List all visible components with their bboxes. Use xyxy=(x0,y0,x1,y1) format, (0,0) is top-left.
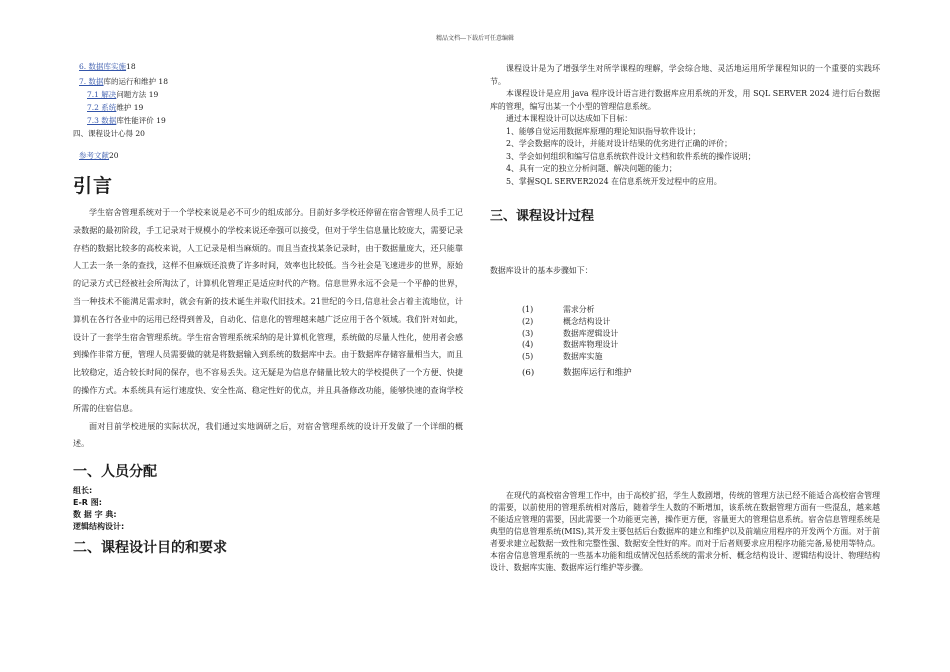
intro-paragraph: 学生宿舍管理系统对于一个学校来说是必不可少的组成部分。目前好多学校还停留在宿舍管理人员手工记录数据的最初阶段，手工记录对于规模小的学校来说还牵强可以接受，但对于学生信息量比较庞大，需要记录存档的数据比较多的高校来说，人工记录是相当麻烦的。而且当查找某条记录时，由于数据量庞大，还只能靠人工去一条一条的查找，这样不但麻烦还浪费了许多时间，效率也比较低。当今社会是飞速进步的世界，原始的记录方式已经被社会所淘汰了，计算机化管理正是适应时代的产物。信息世界永远不会是一个平静的世界，当一种技术不能满足需求时，就会有新的技术诞生并取代旧技术。21世纪的今日,信息社会占着主流地位，计算机在各行各业中的运用已经得到普及，自动化、信息化的管理越来越广泛应用于各个领域。我们针对如此，设计了一套学生宿舍管理系统。学生宿舍管理系统采纳的是计算机化管理，系统做的尽量人性化，使用者会感到操作非常方便，管理人员需要做的就是将数据输入到系统的数据库中去。由于数据库存储容量相当大，而且比较稳定，适合较长时间的保存，也不容易丢失。这无疑是为信息存储量比较大的学校提供了一个方便、快捷的操作方式。本系统具有运行速度快、安全性高、稳定性好的优点，并且具备修改功能，能够快速的查询学校所需的住宿信息。 xyxy=(73,207,463,413)
personnel-label: 组长: xyxy=(73,486,93,496)
toc-link[interactable]: 7. 数据 xyxy=(79,77,104,86)
goal-item: 4、具有一定的独立分析问题、解决问题的能力； xyxy=(506,164,677,173)
course-paragraph: 通过本课程设计可以达成如下目标： xyxy=(506,114,633,123)
toc-link[interactable]: 7.3 数据 xyxy=(87,116,117,125)
intro-paragraph: 面对目前学校进展的实际状况，我们通过实地调研之后，对宿舍管理系统的设计开发做了一个详细的概述。 xyxy=(73,420,463,449)
toc-item[interactable]: 7.3 数据库性能评价 19 xyxy=(87,116,166,125)
course-paragraph: 课程设计是为了增强学生对所学课程的理解，学会综合地、灵活地运用所学课程知识的一个重要的实践环节。 xyxy=(490,64,880,86)
course-paragraph: 本课程设计是应用 java 程序设计语言进行数据库应用系统的开发，用 SQL SERVER 2024 进行后台数据库的管理，编写出某一个小型的管理信息系统。 xyxy=(490,89,880,111)
goal-item: 1、能够自觉运用数据库原理的理论知识指导软件设计； xyxy=(506,126,701,136)
toc-link[interactable]: 7.2 系统 xyxy=(87,103,117,112)
list-item: (3) 数据库逻辑设计 xyxy=(522,328,619,338)
toc-link[interactable]: 参考文献 xyxy=(79,151,109,160)
toc-item[interactable]: 6. 数据库实施18 xyxy=(79,62,136,71)
list-item: (2) 概念结构设计 xyxy=(522,316,611,326)
list-item: (6) 数据库运行和维护 xyxy=(522,367,632,378)
toc-link[interactable]: 6. 数据库实施 xyxy=(79,62,127,71)
toc-references[interactable]: 参考文献20 xyxy=(79,151,119,160)
steps-intro: 数据库设计的基本步骤如下： xyxy=(490,266,593,275)
table-of-contents xyxy=(73,60,463,162)
toc-link[interactable]: 7.1 解决 xyxy=(87,90,117,99)
toc-item[interactable]: 7.1 解决问题方法 19 xyxy=(87,90,159,99)
personnel-label: 逻辑结构设计: xyxy=(73,522,125,532)
goal-item: 3、学会如何组织和编写信息系统软件设计文档和软件系统的操作说明； xyxy=(506,151,756,161)
goal-item: 2、学会数据库的设计，并能对设计结果的优劣进行正确的评价； xyxy=(506,139,732,148)
list-item: (1) 需求分析 xyxy=(522,305,595,314)
page-header-note: 精品文档---下载后可任意编辑 xyxy=(435,35,515,42)
personnel-label: E-R 图: xyxy=(73,498,102,508)
personnel-label: 数 据 字 典: xyxy=(73,510,117,520)
section3-title: 三、课程设计过程 xyxy=(490,209,595,224)
toc-item[interactable]: 7.2 系统维护 19 xyxy=(87,103,144,112)
design-steps-list xyxy=(522,304,822,380)
overview-paragraph: 在现代的高校宿舍管理工作中，由于高校扩招，学生人数剧增，传统的管理方法已经不能适合高校宿舍管理的需要，以前使用的管理系统相对落后，随着学生人数的不断增加，该系统在数据管理方面有一些混乱，越来越不能适应管理的需要，因此需要一个功能更完善，操作更方便，容量更大的管理信息系统。宿舍信息管理系统是典型的信息管理系统(MIS),其开发主要包括后台数据库的建立和维护以及前端应用程序的开发两个方面。对于前者要求建立起数据一致性和完整性强、数据安全性好的库。而对于后者则要求应用程序功能完备,易使用等特点。本宿舍信息管理系统的一些基本功能和组成情况包括系统的需求分析、概念结构设计、逻辑结构设计、物理结构设计、数据库实施、数据库运行维护等步骤。 xyxy=(490,491,880,572)
list-item: (4) 数据库物理设计 xyxy=(522,340,619,350)
goal-item: 5、掌握SQL SERVER2024 在信息系统开发过程中的应用。 xyxy=(506,176,722,186)
overview-section xyxy=(490,490,880,574)
purpose-title: 二、课程设计目的和要求 xyxy=(73,540,227,557)
right-column xyxy=(490,63,880,188)
intro-title: 引言 xyxy=(73,175,114,197)
list-item: (5) 数据库实施 xyxy=(522,352,603,362)
personnel-title: 一、人员分配 xyxy=(73,464,157,481)
toc-item: 四、课程设计心得 20 xyxy=(73,129,145,138)
left-column xyxy=(73,60,463,561)
toc-item[interactable]: 7. 数据库的运行和维护 18 xyxy=(79,77,168,86)
